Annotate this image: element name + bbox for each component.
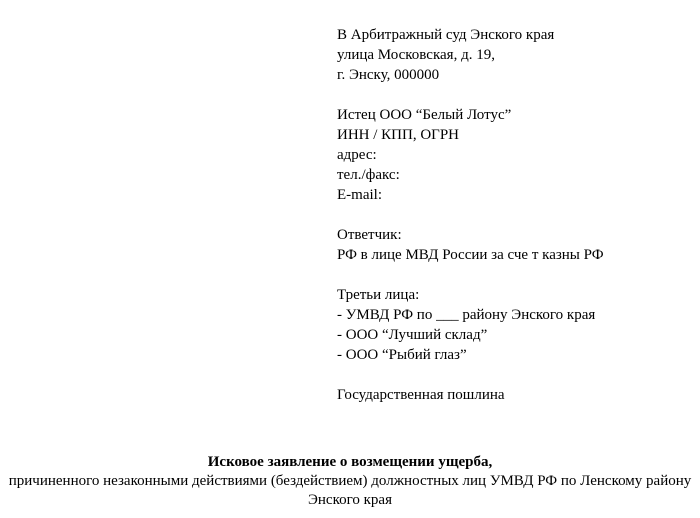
state-fee: Государственная пошлина [337,387,505,403]
claim-title-block [0,453,700,510]
defendant-block [337,225,697,265]
court-city: г. Энску, 000000 [337,67,440,83]
document-header [337,25,697,405]
third-party-item: - ООО “Рыбий глаз” [337,347,467,363]
third-party-item: - ООО “Лучший склад” [337,327,488,343]
spacer [337,365,697,385]
plaintiff-name: Истец ООО “Белый Лотус” [337,107,512,123]
defendant-label: Ответчик: [337,227,402,243]
plaintiff-ids: ИНН / КПП, ОГРН [337,127,460,143]
plaintiff-email: E-mail: [337,187,382,203]
claim-subtitle: причиненного незаконными действиями (бездействием) должностных лиц УМВД РФ по Ленскому району Энского края [8,473,692,508]
plaintiff-block [337,105,697,205]
spacer [337,205,697,225]
claim-title: Исковое заявление о возмещении ущерба, [207,454,493,470]
spacer [337,85,697,105]
third-parties-block [337,285,697,365]
court-street: улица Московская, д. 19, [337,47,495,63]
plaintiff-phone-fax: тел./факс: [337,167,400,183]
third-parties-label: Третьи лица: [337,287,420,303]
defendant-name: РФ в лице МВД России за сче т казны РФ [337,247,604,263]
spacer [337,265,697,285]
third-party-item: - УМВД РФ по ___ району Энского края [337,307,596,323]
plaintiff-address: адрес: [337,147,377,163]
court-address-block [337,25,697,85]
court-name: В Арбитражный суд Энского края [337,27,555,43]
